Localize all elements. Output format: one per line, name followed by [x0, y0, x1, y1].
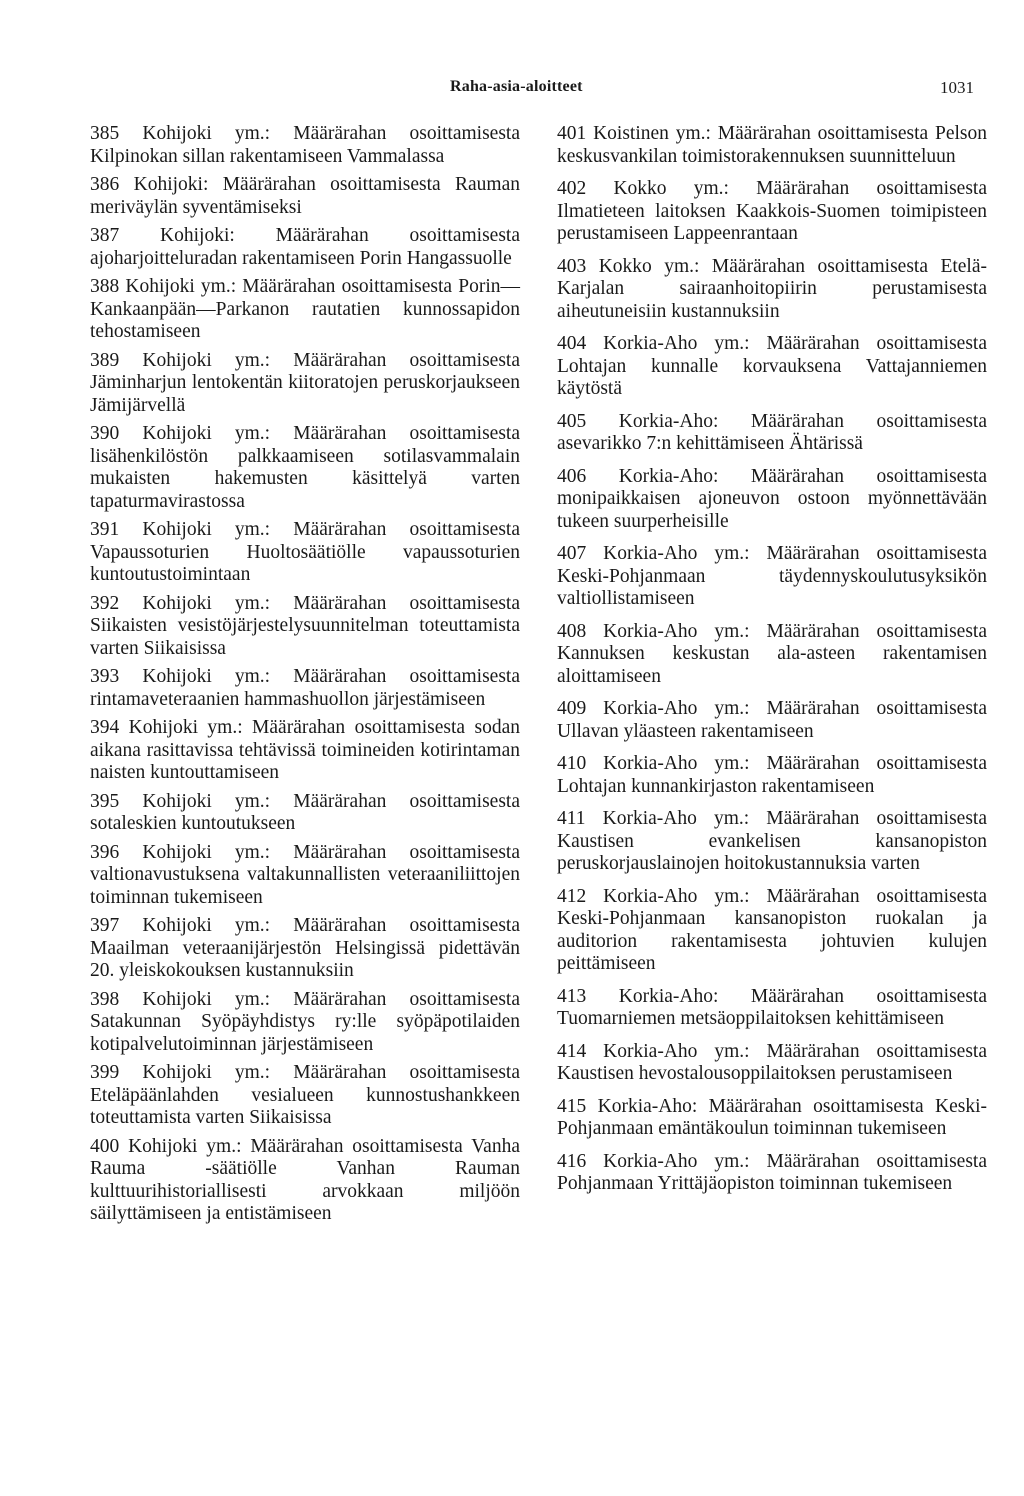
list-item: 388 Kohijoki ym.: Määrärahan osoittamisesta Porin—Kankaanpään—Parkanon rautatien kunnossapidon tehostamiseen	[90, 276, 520, 342]
list-item: 415 Korkia-Aho: Määrärahan osoittamisesta Keski-Pohjanmaan emäntäkoulun toiminnan tukemiseen	[557, 1095, 987, 1139]
list-item: 389 Kohijoki ym.: Määrärahan osoittamisesta Jäminharjun lentokentän kiitoratojen peruskorjaukseen Jämijärvellä	[90, 349, 520, 416]
list-item: 400 Kohijoki ym.: Määrärahan osoittamisesta Vanha Rauma -säätiölle Vanhan Rauman kulttuurihistoriallisesti arvokkaan miljöön säilyttämiseen ja entistämiseen	[90, 1135, 520, 1224]
list-item: 394 Kohijoki ym.: Määrärahan osoittamisesta sodan aikana rasittavissa tehtävissä toimineiden kotirintaman naisten kuntouttamiseen	[90, 717, 520, 783]
list-item: 399 Kohijoki ym.: Määrärahan osoittamisesta Eteläpäänlahden vesialueen kunnostushankkeen toteuttamista varten Siikaisissa	[90, 1062, 520, 1128]
list-item: 412 Korkia-Aho ym.: Määrärahan osoittamisesta Keski-Pohjanmaan kansanopiston ruokalan ja auditorion rakentamisesta johtuvien kulujen peittämiseen	[557, 885, 987, 974]
list-item: 406 Korkia-Aho: Määrärahan osoittamisesta monipaikkaisen ajoneuvon ostoon myönnettävään tukeen suurperheisille	[557, 465, 987, 532]
left-column	[90, 123, 520, 1232]
list-item: 390 Kohijoki ym.: Määrärahan osoittamisesta lisähenkilöstön palkkaamiseen sotilasvammalain mukaisten hakemusten käsittelyä varten tapaturmavirastossa	[90, 423, 520, 512]
list-item: 385 Kohijoki ym.: Määrärahan osoittamisesta Kilpinokan sillan rakentamiseen Vammalassa	[90, 123, 520, 167]
list-item: 398 Kohijoki ym.: Määrärahan osoittamisesta Satakunnan Syöpäyhdistys ry:lle syöpäpotilaiden kotipalvelutoiminnan järjestämiseen	[90, 988, 520, 1055]
list-item: 411 Korkia-Aho ym.: Määrärahan osoittamisesta Kaustisen evankelisen kansanopiston peruskorjauslainojen hoitokustannuksia varten	[557, 808, 987, 874]
list-item: 405 Korkia-Aho: Määrärahan osoittamisesta asevarikko 7:n kehittämiseen Ähtärissä	[557, 410, 987, 454]
list-item: 403 Kokko ym.: Määrärahan osoittamisesta Etelä-Karjalan sairaanhoitopiirin perustamisesta aiheutuneisiin kustannuksiin	[557, 255, 987, 322]
list-item: 402 Kokko ym.: Määrärahan osoittamisesta Ilmatieteen laitoksen Kaakkois-Suomen toimipisteen perustamiseen Lappeenrantaan	[557, 178, 987, 244]
list-item: 393 Kohijoki ym.: Määrärahan osoittamisesta rintamaveteraanien hammashuollon järjestämiseen	[90, 666, 520, 710]
list-item: 407 Korkia-Aho ym.: Määrärahan osoittamisesta Keski-Pohjanmaan täydennyskoulutusyksikön valtiollistamiseen	[557, 543, 987, 609]
list-item: 391 Kohijoki ym.: Määrärahan osoittamisesta Vapaussoturien Huoltosäätiölle vapaussoturien kuntoutustoimintaan	[90, 519, 520, 585]
list-item: 396 Kohijoki ym.: Määrärahan osoittamisesta valtionavustuksena valtakunnallisten veteraaniliittojen toiminnan tukemiseen	[90, 841, 520, 908]
list-item: 395 Kohijoki ym.: Määrärahan osoittamisesta sotaleskien kuntoutukseen	[90, 790, 520, 834]
list-item: 416 Korkia-Aho ym.: Määrärahan osoittamisesta Pohjanmaan Yrittäjäopiston toiminnan tukemiseen	[557, 1150, 987, 1194]
list-item: 397 Kohijoki ym.: Määrärahan osoittamisesta Maailman veteraanijärjestön Helsingissä pidettävän 20. yleiskokouksen kustannuksiin	[90, 915, 520, 981]
list-item: 413 Korkia-Aho: Määrärahan osoittamisesta Tuomarniemen metsäoppilaitoksen kehittämiseen	[557, 985, 987, 1029]
list-item: 392 Kohijoki ym.: Määrärahan osoittamisesta Siikaisten vesistöjärjestelysuunnitelman toteuttamista varten Siikaisissa	[90, 592, 520, 659]
list-item: 386 Kohijoki: Määrärahan osoittamisesta Rauman meriväylän syventämiseksi	[90, 174, 520, 218]
list-item: 387 Kohijoki: Määrärahan osoittamisesta ajoharjoitteluradan rakentamiseen Porin Hangassuolle	[90, 225, 520, 269]
list-item: 409 Korkia-Aho ym.: Määrärahan osoittamisesta Ullavan yläasteen rakentamiseen	[557, 698, 987, 742]
list-item: 410 Korkia-Aho ym.: Määrärahan osoittamisesta Lohtajan kunnankirjaston rakentamiseen	[557, 753, 987, 797]
list-item: 414 Korkia-Aho ym.: Määrärahan osoittamisesta Kaustisen hevostalousoppilaitoksen perustamiseen	[557, 1040, 987, 1084]
right-column	[557, 123, 987, 1206]
list-item: 401 Koistinen ym.: Määrärahan osoittamisesta Pelson keskusvankilan toimistorakennuksen suunnitteluun	[557, 123, 987, 167]
page-number: 1031	[940, 78, 974, 97]
running-head: Raha-asia-aloitteet	[450, 78, 583, 95]
list-item: 404 Korkia-Aho ym.: Määrärahan osoittamisesta Lohtajan kunnalle korvauksena Vattajanniemen käytöstä	[557, 333, 987, 399]
list-item: 408 Korkia-Aho ym.: Määrärahan osoittamisesta Kannuksen keskustan ala-asteen rakentamisen aloittamiseen	[557, 620, 987, 687]
